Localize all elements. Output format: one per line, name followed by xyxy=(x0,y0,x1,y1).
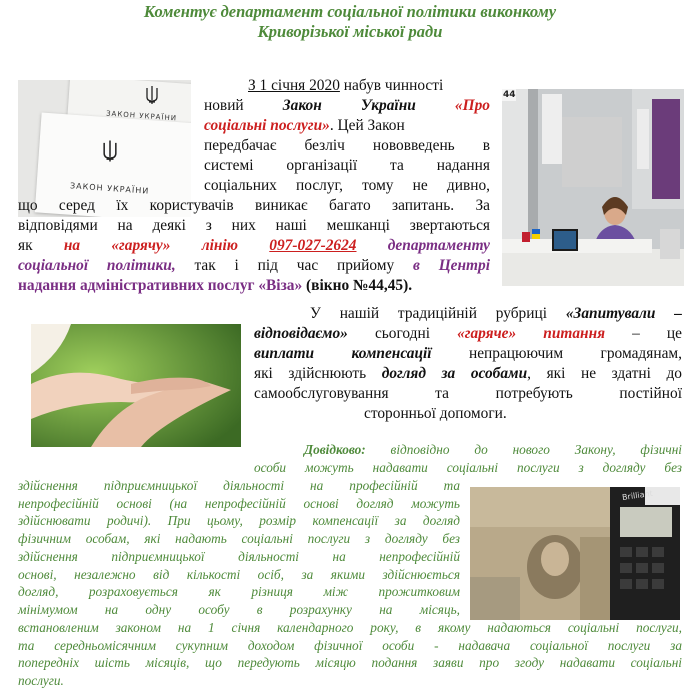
office-photo xyxy=(502,89,684,286)
header-line-1: Коментує департамент соціальної політики виконкому xyxy=(143,2,557,21)
intro-top-block: З 1 січня 2020 набув чинності новий Закон України «Про соціальні послуги». Цей Закон передбачає безліч нововведень в системі організації та надання соціальних послуг, тому не дивно, xyxy=(204,77,490,194)
law-title-start: «Про xyxy=(454,97,490,114)
note-block-middle: здійснення підприємницької діяльності на професійній та непрофесійній основі (на непрофесійній основі догляд можуть здійснювати родичі). При цьому, розмір компенсації за догляд фізичним особам, які надають соціальні послуги з догляду без здійснення підприємницької діяльності на непрофесійній основі, незалежно від кількості осіб, за якими здійснюється догляд, розраховується як різниця між прожитковим мінімумом на одну особу в розрахунку на місяць, xyxy=(18,478,460,617)
intro-bottom-block: що серед їх користувачів виникає багато запитань. За відповідями на деякі з них наші мешканці звертаються як на «гарячу» лінію 097-027-2624 департаменту xyxy=(18,197,491,254)
law-title-end: соціальні послуги» xyxy=(204,117,330,134)
law-date: З 1 січня 2020 xyxy=(248,77,340,94)
law-label: Закон України xyxy=(282,97,416,114)
trident-icon xyxy=(103,140,117,162)
rubric-name: «Запитували – xyxy=(565,305,682,322)
intro-bottom-block-2: соціальної політики, так і під час прийому в Центрі надання адміністративних послуг «Віза» (вікно №44,45). xyxy=(18,257,490,294)
dept-name: соціальної політики, xyxy=(18,257,176,274)
article-header xyxy=(0,2,700,42)
rubric-block: У нашій традиційній рубриці «Запитували – відповідаємо» сьогодні «гаряче» питання – це виплати компенсації непрацюючим громадянам, які здійснюють догляд за особами, які не здатні до самообслуговування та потребують постійної сторонньої допомоги. xyxy=(254,305,683,422)
money-photo xyxy=(470,487,680,620)
header-line-2: Криворізької міської ради xyxy=(257,22,443,41)
trident-icon xyxy=(146,86,158,104)
note-label: Довідково: xyxy=(304,442,366,457)
hot-question: «гаряче» питання xyxy=(457,325,606,342)
window-number: (вікно №44,45). xyxy=(302,277,413,294)
note-block-bottom: встановленим законом на 1 січня календарного року, в якому надаються соціальні послуги, та середньомісячним сукупним доходом фізичної особи - надавача соціальної послуги за попередніх шість місяців, що передують місяцю подання заяви про згоду надавати соціальні послуги. xyxy=(18,620,682,689)
hands-photo xyxy=(31,324,241,447)
calculator-brand: Brilliant xyxy=(621,488,654,503)
book-label: ЗАКОН УКРАЇНИ xyxy=(69,181,150,196)
note-block-top: Довідково: відповідно до нового Закону, фізичні особи можуть надавати соціальні послуги з догляду без xyxy=(254,442,682,475)
center-name: надання адміністративних послуг «Віза» xyxy=(18,277,303,294)
phone-number[interactable]: 097-027-2624 xyxy=(269,237,357,254)
counter-number: 44 xyxy=(503,90,516,100)
hotline-label: на «гарячу» лінію xyxy=(63,237,238,254)
book-label-top: ЗАКОН УКРАЇНИ xyxy=(105,109,178,123)
